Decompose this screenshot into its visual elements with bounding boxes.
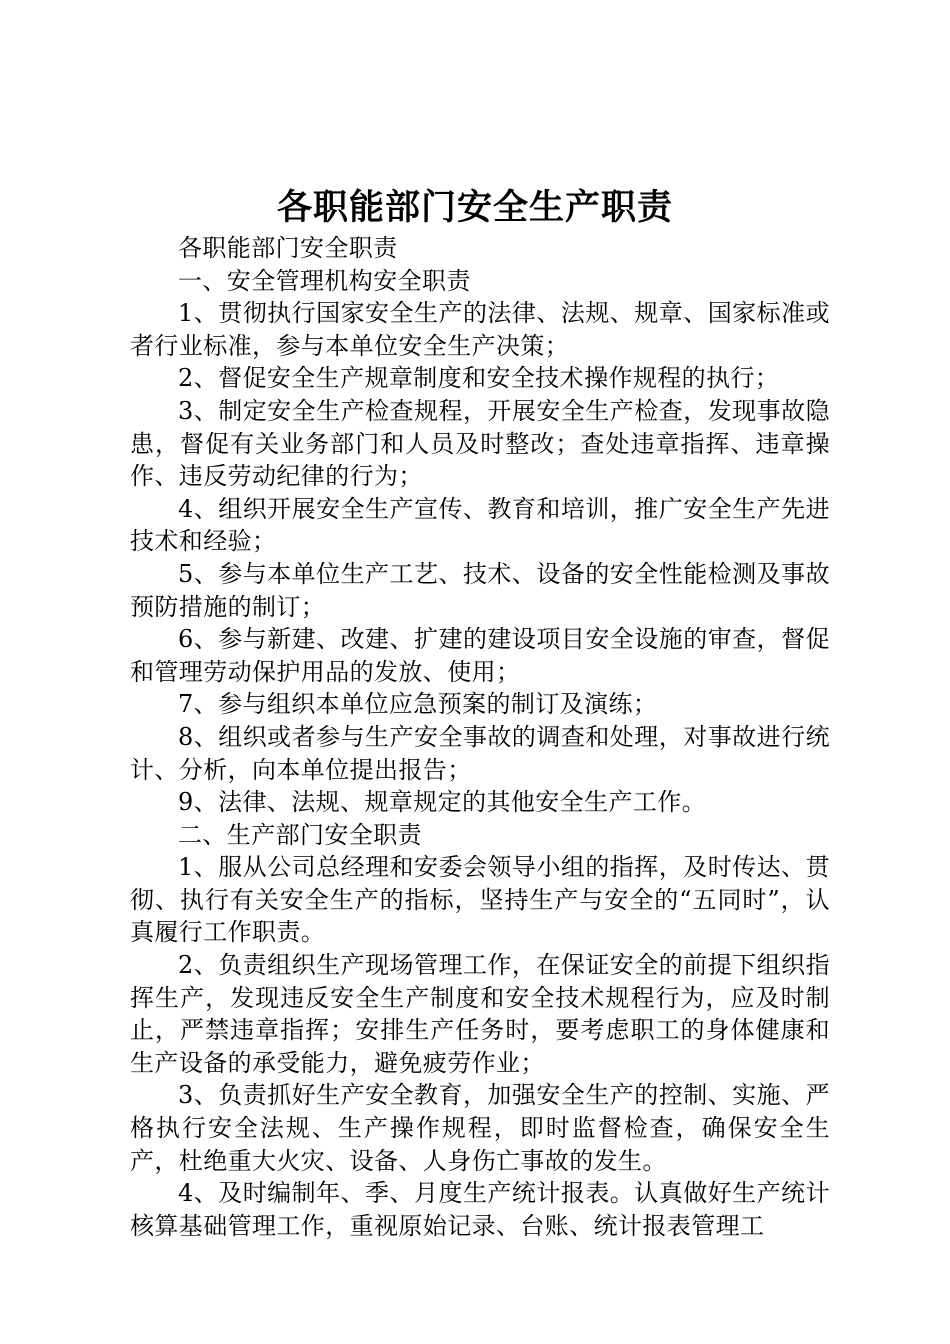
paragraph: 4、组织开展安全生产宣传、教育和培训，推广安全生产先进技术和经验； [130, 494, 830, 556]
paragraph: 7、参与组织本单位应急预案的制订及演练； [178, 690, 658, 719]
paragraph: 2、负责组织生产现场管理工作，在保证安全的前提下组织指挥生产，发现违反安全生产制度和安全技术规程行为，应及时制止，严禁违章指挥；安排生产任务时，要考虑职工的身体健康和生产设备的承受能力，避免疲劳作业； [130, 951, 830, 1077]
paragraph: 3、负责抓好生产安全教育，加强安全生产的控制、实施、严格执行安全法规、生产操作规程，即时监督检查，确保安全生产，杜绝重大火灾、设备、人身伤亡事故的发生。 [130, 1081, 830, 1175]
paragraph: 3、制定安全生产检查规程，开展安全生产检查，发现事故隐患，督促有关业务部门和人员及时整改；查处违章指挥、违章操作、违反劳动纪律的行为； [130, 396, 830, 491]
section-heading-safety-management: 一、安全管理机构安全职责 [178, 266, 471, 295]
document-body [130, 232, 830, 1242]
section-heading-production: 二、生产部门安全职责 [178, 820, 422, 849]
paragraph-subtitle: 各职能部门安全职责 [178, 234, 398, 262]
paragraph: 1、服从公司总经理和安委会领导小组的指挥，及时传达、贯彻、执行有关安全生产的指标，坚持生产与安全的“五同时”，认真履行工作职责。 [130, 853, 830, 947]
paragraph: 4、及时编制年、季、月度生产统计报表。认真做好生产统计核算基础管理工作，重视原始记录、台账、统计报表管理工 [130, 1179, 830, 1240]
paragraph: 5、参与本单位生产工艺、技术、设备的安全性能检测及事故预防措施的制订； [130, 559, 830, 621]
paragraph: 9、法律、法规、规章规定的其他安全生产工作。 [178, 788, 707, 817]
paragraph: 8、组织或者参与生产安全事故的调查和处理，对事故进行统计、分析，向本单位提出报告； [130, 722, 830, 784]
paragraph: 6、参与新建、改建、扩建的建设项目安全设施的审查，督促和管理劳动保护用品的发放、使用； [130, 625, 830, 686]
paragraph: 2、督促安全生产规章制度和安全技术操作规程的执行； [178, 364, 780, 393]
document-title: 各职能部门安全生产职责 [276, 187, 673, 228]
paragraph: 1、贯彻执行国家安全生产的法律、法规、规章、国家标准或者行业标准，参与本单位安全生产决策； [130, 299, 830, 360]
